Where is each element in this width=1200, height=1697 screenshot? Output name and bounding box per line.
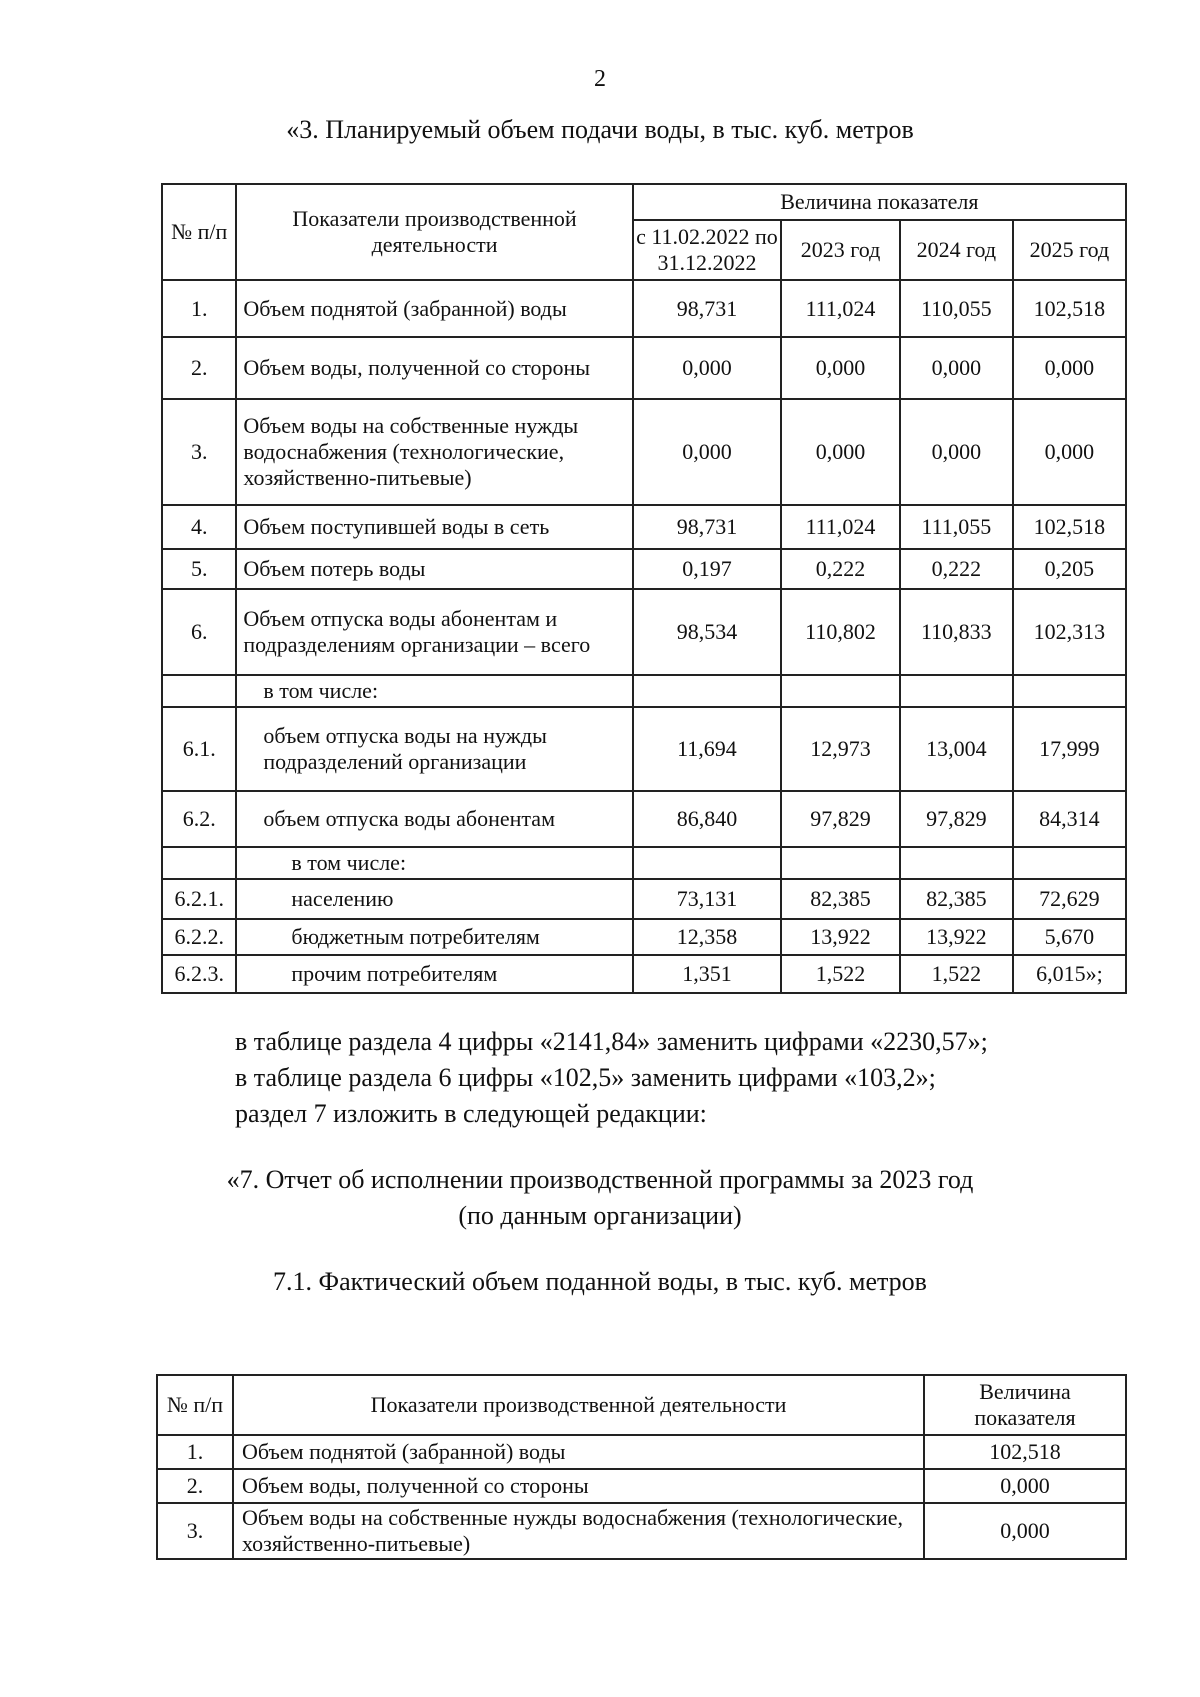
table-row xyxy=(162,847,1126,879)
row-value: 0,000 xyxy=(924,1503,1126,1559)
table-row xyxy=(162,955,1126,993)
header-indicators: Показатели производственной деятельности xyxy=(233,1375,924,1435)
table-row xyxy=(157,1469,1126,1503)
row-value: 111,055 xyxy=(900,505,1013,549)
row-indicator: Объем воды на собственные нужды водоснабжения (технологические, хозяйственно-питьевые) xyxy=(236,399,632,505)
table-row xyxy=(162,675,1126,707)
row-value: 0,000 xyxy=(1013,399,1126,505)
header-num: № п/п xyxy=(162,184,236,280)
table-row xyxy=(157,1503,1126,1559)
row-value: 102,518 xyxy=(1013,280,1126,337)
row-number: 6. xyxy=(162,589,236,675)
row-value: 0,222 xyxy=(900,549,1013,589)
row-value: 82,385 xyxy=(781,879,900,919)
row-indicator: объем отпуска воды абонентам xyxy=(236,791,632,847)
planned-water-supply-table xyxy=(161,183,1127,994)
row-indicator: бюджетным потребителям xyxy=(236,919,632,955)
row-value: 0,000 xyxy=(633,337,782,399)
row-value: 110,833 xyxy=(900,589,1013,675)
row-number: 1. xyxy=(162,280,236,337)
row-value: 13,922 xyxy=(781,919,900,955)
table-row xyxy=(162,919,1126,955)
section3-title: «3. Планируемый объем подачи воды, в тыс. куб. метров xyxy=(286,115,914,144)
header-period-2024: 2024 год xyxy=(900,220,1013,280)
amendment-line: раздел 7 изложить в следующей редакции: xyxy=(235,1099,707,1128)
row-indicator: в том числе: xyxy=(236,675,632,707)
row-value: 102,518 xyxy=(924,1435,1126,1469)
row-value: 111,024 xyxy=(781,505,900,549)
row-value: 0,197 xyxy=(633,549,782,589)
row-value: 13,922 xyxy=(900,919,1013,955)
row-indicator: в том числе: xyxy=(236,847,632,879)
row-value: 110,802 xyxy=(781,589,900,675)
amendment-line: в таблице раздела 6 цифры «102,5» заменить цифрами «103,2»; xyxy=(235,1063,936,1092)
row-value xyxy=(1013,847,1126,879)
row-value: 0,222 xyxy=(781,549,900,589)
row-value: 98,731 xyxy=(633,280,782,337)
row-value: 110,055 xyxy=(900,280,1013,337)
row-value: 0,000 xyxy=(633,399,782,505)
row-value: 73,131 xyxy=(633,879,782,919)
table-row xyxy=(162,791,1126,847)
row-value xyxy=(633,675,782,707)
row-number: 6.2.1. xyxy=(162,879,236,919)
header-period-2023: 2023 год xyxy=(781,220,900,280)
header-num: № п/п xyxy=(157,1375,233,1435)
row-value xyxy=(900,847,1013,879)
row-value xyxy=(1013,675,1126,707)
row-value: 1,351 xyxy=(633,955,782,993)
row-value: 13,004 xyxy=(900,707,1013,791)
row-number xyxy=(162,675,236,707)
table-row xyxy=(162,280,1126,337)
row-indicator: Объем воды, полученной со стороны xyxy=(233,1469,924,1503)
row-indicator: прочим потребителям xyxy=(236,955,632,993)
row-number xyxy=(162,847,236,879)
row-indicator: Объем потерь воды xyxy=(236,549,632,589)
row-number: 6.2.2. xyxy=(162,919,236,955)
row-indicator: объем отпуска воды на нужды подразделений организации xyxy=(236,707,632,791)
row-value: 98,534 xyxy=(633,589,782,675)
section7-title-note: (по данным организации) xyxy=(458,1201,742,1230)
section7-title: «7. Отчет об исполнении производственной программы за 2023 год xyxy=(226,1165,974,1194)
row-indicator: Объем поднятой (забранной) воды xyxy=(233,1435,924,1469)
row-number: 2. xyxy=(157,1469,233,1503)
row-value: 72,629 xyxy=(1013,879,1126,919)
row-number: 1. xyxy=(157,1435,233,1469)
row-value xyxy=(633,847,782,879)
row-number: 6.2.3. xyxy=(162,955,236,993)
row-number: 4. xyxy=(162,505,236,549)
actual-water-supply-table xyxy=(156,1374,1127,1560)
row-value: 86,840 xyxy=(633,791,782,847)
header-period-2022: с 11.02.2022 по 31.12.2022 xyxy=(633,220,782,280)
row-value: 82,385 xyxy=(900,879,1013,919)
row-value xyxy=(781,675,900,707)
row-value: 111,024 xyxy=(781,280,900,337)
row-value xyxy=(781,847,900,879)
row-number: 2. xyxy=(162,337,236,399)
row-value: 6,015»; xyxy=(1013,955,1126,993)
header-indicators: Показатели производственной деятельности xyxy=(236,184,632,280)
table-row xyxy=(162,337,1126,399)
table-row xyxy=(157,1435,1126,1469)
table-row xyxy=(162,589,1126,675)
row-value: 12,358 xyxy=(633,919,782,955)
row-value: 5,670 xyxy=(1013,919,1126,955)
row-value: 98,731 xyxy=(633,505,782,549)
row-number: 3. xyxy=(162,399,236,505)
header-value: Величина показателя xyxy=(924,1375,1126,1435)
table-row xyxy=(162,399,1126,505)
row-number: 5. xyxy=(162,549,236,589)
row-value: 102,518 xyxy=(1013,505,1126,549)
row-value: 0,000 xyxy=(900,337,1013,399)
row-indicator: Объем воды на собственные нужды водоснабжения (технологические, хозяйственно-питьевые) xyxy=(233,1503,924,1559)
row-value xyxy=(900,675,1013,707)
row-value: 11,694 xyxy=(633,707,782,791)
row-value: 97,829 xyxy=(900,791,1013,847)
row-value: 0,000 xyxy=(1013,337,1126,399)
row-number: 3. xyxy=(157,1503,233,1559)
row-value: 0,000 xyxy=(781,399,900,505)
row-value: 102,313 xyxy=(1013,589,1126,675)
row-indicator: Объем отпуска воды абонентам и подразделениям организации – всего xyxy=(236,589,632,675)
row-number: 6.1. xyxy=(162,707,236,791)
header-period-2025: 2025 год xyxy=(1013,220,1126,280)
row-value: 12,973 xyxy=(781,707,900,791)
row-number: 6.2. xyxy=(162,791,236,847)
table-row xyxy=(162,549,1126,589)
table-row xyxy=(162,505,1126,549)
row-value: 0,205 xyxy=(1013,549,1126,589)
row-value: 0,000 xyxy=(924,1469,1126,1503)
row-indicator: Объем поступившей воды в сеть xyxy=(236,505,632,549)
row-value: 1,522 xyxy=(781,955,900,993)
row-value: 0,000 xyxy=(781,337,900,399)
row-indicator: Объем воды, полученной со стороны xyxy=(236,337,632,399)
amendment-line: в таблице раздела 4 цифры «2141,84» заменить цифрами «2230,57»; xyxy=(235,1027,988,1056)
row-indicator: Объем поднятой (забранной) воды xyxy=(236,280,632,337)
row-value: 0,000 xyxy=(900,399,1013,505)
table-row xyxy=(162,707,1126,791)
row-value: 17,999 xyxy=(1013,707,1126,791)
row-value: 84,314 xyxy=(1013,791,1126,847)
row-value: 97,829 xyxy=(781,791,900,847)
section7-subtitle: 7.1. Фактический объем поданной воды, в тыс. куб. метров xyxy=(273,1267,927,1296)
row-indicator: населению xyxy=(236,879,632,919)
header-value-group: Величина показателя xyxy=(633,184,1126,220)
table-row xyxy=(162,879,1126,919)
page-number: 2 xyxy=(594,66,606,92)
row-value: 1,522 xyxy=(900,955,1013,993)
